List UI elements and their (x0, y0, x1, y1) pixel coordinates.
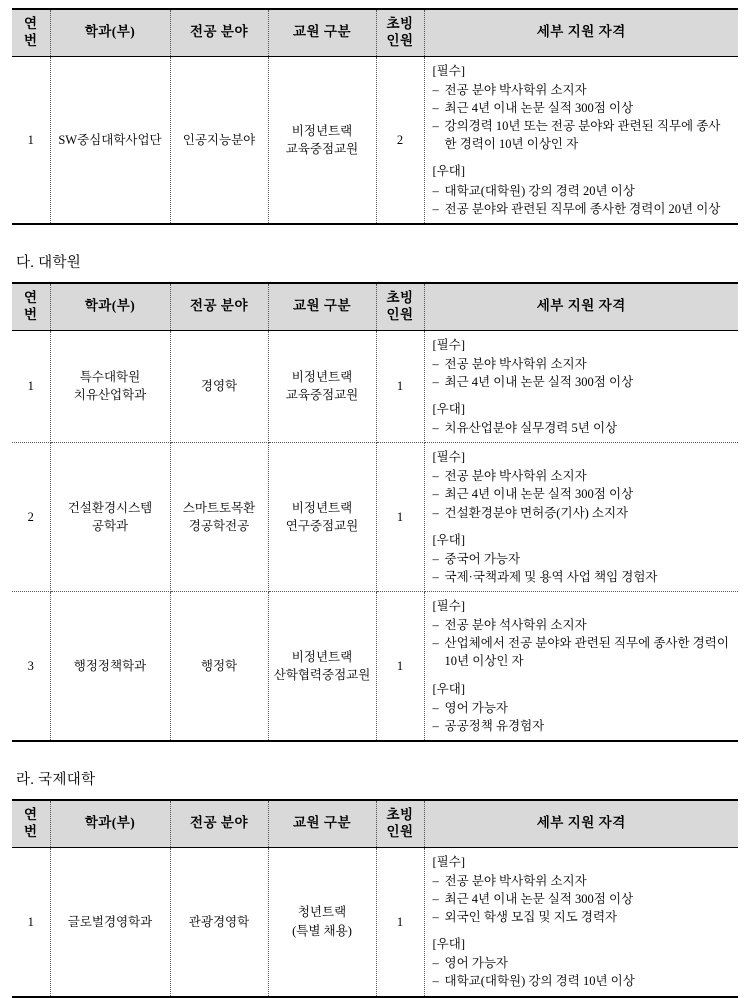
required-label: [필수] (432, 63, 465, 78)
column-header-count-line2: 인원 (386, 32, 414, 48)
qualification-required-group (433, 853, 733, 927)
cell-major: 경영학 (170, 330, 268, 443)
preferred-list (433, 699, 733, 735)
cell-qualification (424, 56, 738, 224)
cell-no: 2 (12, 443, 50, 592)
cell-type-line1: 비정년트랙 (291, 123, 353, 138)
cell-type-line2: 교육중점교원 (285, 141, 359, 156)
table-row (12, 443, 738, 592)
preferred-label: [우대] (432, 681, 465, 696)
required-list (433, 872, 733, 926)
column-header-no-line1: 연 (23, 16, 38, 31)
column-header-dept: 학과(부) (50, 800, 170, 847)
list-item: – 중국어 가능자 (433, 550, 733, 568)
column-header-count: 초빙 인원 (376, 800, 424, 847)
list-item: – 치유산업분야 실무경력 5년 이상 (433, 419, 733, 437)
cell-qualification (424, 847, 738, 996)
list-item: – 전공 분야 석사학위 소지자 (433, 616, 733, 634)
cell-dept: 글로벌경영학과 (50, 847, 170, 996)
table-row (12, 330, 738, 443)
list-item: – 전공 분야 박사학위 소지자 (433, 81, 733, 99)
qualification-preferred-group (433, 935, 733, 990)
list-item: – 영어 가능자 (433, 699, 733, 717)
cell-type: 청년트랙 (특별 채용) (268, 847, 376, 996)
column-header-qualification: 세부 지원 자격 (424, 9, 738, 56)
preferred-list (433, 550, 733, 586)
list-item: – 공공정책 유경험자 (433, 717, 733, 735)
column-header-type: 교원 구분 (268, 800, 376, 847)
cell-dept: 행정정책학과 (50, 592, 170, 741)
required-list (433, 616, 733, 670)
list-item: – 전공 분야 박사학위 소지자 (433, 467, 733, 485)
list-item: – 전공 분야 박사학위 소지자 (433, 355, 733, 373)
list-item: – 최근 4년 이내 논문 실적 300점 이상 (433, 485, 733, 503)
list-item: – 산업체에서 전공 분야와 관련된 직무에 종사한 경력이 10년 이상인 자 (433, 634, 733, 670)
cell-major: 행정학 (170, 592, 268, 741)
list-item: – 최근 4년 이내 논문 실적 300점 이상 (433, 890, 733, 908)
required-label: [필수] (432, 854, 465, 869)
qualification-preferred-group (433, 680, 733, 735)
column-header-major: 전공 분야 (170, 800, 268, 847)
list-item: – 외국인 학생 모집 및 지도 경력자 (433, 908, 733, 926)
table-row (12, 56, 738, 224)
column-header-qualification: 세부 지원 자격 (424, 283, 738, 330)
cell-dept: 특수대학원 치유산업학과 (50, 330, 170, 443)
list-item: – 전공 분야 박사학위 소지자 (433, 872, 733, 890)
required-label: [필수] (432, 337, 465, 352)
cell-count: 2 (376, 56, 424, 224)
qualification-required-group (433, 336, 733, 391)
cell-major: 스마트토목환 경공학전공 (170, 443, 268, 592)
list-item: – 건설환경분야 면허증(기사) 소지자 (433, 504, 733, 522)
list-item: – 대학교(대학원) 강의 경력 20년 이상 (433, 182, 733, 200)
qualification-preferred-group (433, 400, 733, 437)
table-header-row (12, 283, 738, 330)
required-label: [필수] (432, 450, 465, 465)
column-header-no: 연 번 (12, 800, 50, 847)
list-item: – 최근 4년 이내 논문 실적 300점 이상 (433, 99, 733, 117)
column-header-no-line2: 번 (23, 32, 38, 48)
recruitment-table-graduate (12, 282, 738, 742)
preferred-label: [우대] (432, 937, 465, 952)
qualification-preferred-group (433, 162, 733, 217)
cell-qualification (424, 443, 738, 592)
cell-qualification (424, 592, 738, 741)
table-header-row (12, 800, 738, 847)
qualification-required-group (433, 597, 733, 671)
list-item: – 대학교(대학원) 강의 경력 10년 이상 (433, 972, 733, 990)
cell-count: 1 (376, 330, 424, 443)
cell-type (268, 56, 376, 224)
table-header-row (12, 9, 738, 56)
cell-qualification (424, 330, 738, 443)
cell-dept: 건설환경시스템 공학과 (50, 443, 170, 592)
recruitment-table-international (12, 799, 738, 998)
required-label: [필수] (432, 599, 465, 613)
column-header-count-line1: 초빙 (386, 16, 414, 31)
column-header-dept: 학과(부) (50, 9, 170, 56)
required-list (433, 355, 733, 391)
cell-type: 비정년트랙 연구중점교원 (268, 443, 376, 592)
column-header-dept: 학과(부) (50, 283, 170, 330)
column-header-count: 초빙 인원 (376, 283, 424, 330)
cell-count: 1 (376, 592, 424, 741)
column-header-no: 연 번 (12, 283, 50, 330)
column-header-qualification: 세부 지원 자격 (424, 800, 738, 847)
required-list (433, 467, 733, 521)
list-item: – 강의경력 10년 또는 전공 분야와 관련된 직무에 종사한 경력이 10년 이상인 자 (433, 117, 733, 153)
preferred-list (433, 419, 733, 437)
table-row (12, 592, 738, 741)
column-header-major: 전공 분야 (170, 283, 268, 330)
column-header-no (12, 9, 50, 56)
cell-count: 1 (376, 443, 424, 592)
column-header-major: 전공 분야 (170, 9, 268, 56)
cell-dept: SW중심대학사업단 (50, 56, 170, 224)
preferred-list (433, 954, 733, 990)
preferred-label: [우대] (432, 164, 465, 179)
cell-count: 1 (376, 847, 424, 996)
list-item: – 영어 가능자 (433, 954, 733, 972)
preferred-list (433, 182, 733, 218)
required-list (433, 81, 733, 154)
section-heading-graduate: 다. 대학원 (16, 254, 82, 271)
column-header-count (376, 9, 424, 56)
list-item: – 전공 분야와 관련된 직무에 종사한 경력이 20년 이상 (433, 200, 733, 218)
cell-major: 관광경영학 (170, 847, 268, 996)
cell-no: 1 (12, 56, 50, 224)
cell-type: 비정년트랙 산학협력중점교원 (268, 592, 376, 741)
column-header-type: 교원 구분 (268, 283, 376, 330)
cell-type: 비정년트랙 교육중점교원 (268, 330, 376, 443)
preferred-label: [우대] (432, 401, 465, 416)
cell-no: 1 (12, 847, 50, 996)
list-item: – 최근 4년 이내 논문 실적 300점 이상 (433, 373, 733, 391)
cell-no: 3 (12, 592, 50, 741)
qualification-preferred-group (433, 531, 733, 586)
qualification-required-group (433, 62, 733, 154)
table-row (12, 847, 738, 996)
list-item: – 국제·국책과제 및 용역 사업 책임 경험자 (433, 568, 733, 586)
section-heading-international: 라. 국제대학 (16, 771, 96, 788)
column-header-type: 교원 구분 (268, 9, 376, 56)
cell-no: 1 (12, 330, 50, 443)
preferred-label: [우대] (432, 532, 465, 547)
recruitment-table-sw (12, 8, 738, 225)
qualification-required-group (433, 448, 733, 522)
cell-major: 인공지능분야 (170, 56, 268, 224)
